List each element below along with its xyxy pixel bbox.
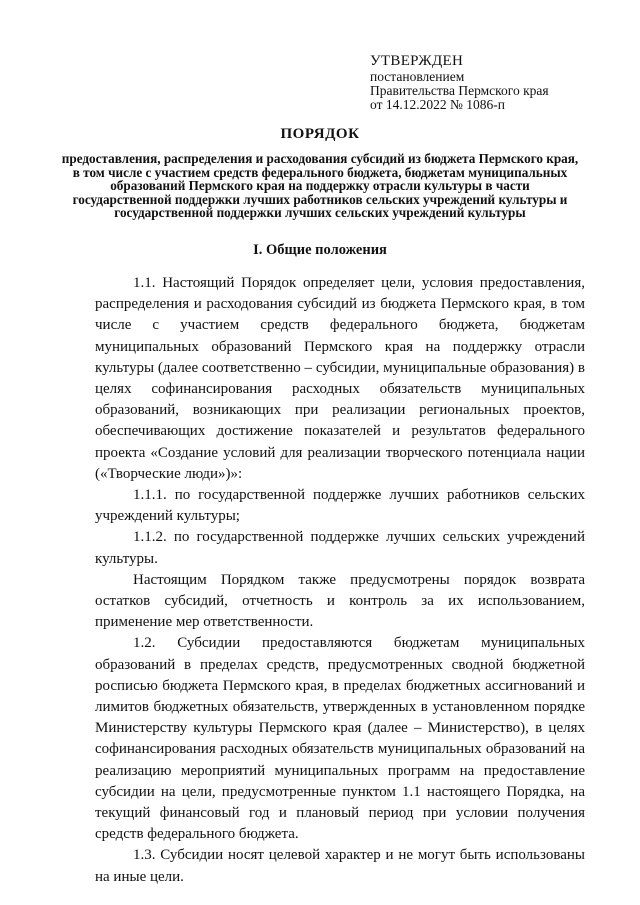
document-title: ПОРЯДОК	[280, 126, 360, 142]
paragraph-1-3: 1.3. Субсидии носят целевой характер и не могут быть использованы на иные цели.	[95, 847, 585, 885]
paragraph-1-1: 1.1. Настоящий Порядок определяет цели, условия предоставления, распределения и расходования субсидий из бюджета Пермского края, в том числе с участием средств федерального бюджета, бюджетам муниципальных образований Пермского края на поддержку отрасли культуры (далее соответственно – субсидии, муниципальные образования) в целях софинансирования расходных обязательств муниципальных образований, возникающих при реализации региональных проектов, обеспечивающих достижение показателей и результатов федерального проекта «Создание условий для реализации творческого потенциала нации («Творческие люди»)»:	[95, 275, 585, 482]
approval-stamp	[370, 53, 549, 112]
paragraph-1-1-1: 1.1.1. по государственной поддержке лучших работников сельских учреждений культуры;	[95, 487, 585, 525]
approval-line-3: от 14.12.2022 № 1086-п	[370, 97, 505, 112]
section-heading: I. Общие положения	[253, 242, 387, 258]
approval-line-2: Правительства Пермского края	[370, 83, 549, 98]
paragraph-return-remainders: Настоящим Порядком также предусмотрены порядок возврата остатков субсидий, отчетность и контроль за их использованием, применение мер ответственности.	[95, 571, 585, 631]
document-body	[95, 273, 585, 888]
document-subtitle: предоставления, распределения и расходования субсидий из бюджета Пермского края, в том числе с участием средств федерального бюджета, бюджетам муниципальных образований Пермского края на поддержку отрасли культуры в части государственной поддержки лучших работников сельских учреждений культуры и государственной поддержки лучших сельских учреждений культуры	[61, 151, 579, 220]
approval-title: УТВЕРЖДЕН	[370, 53, 464, 69]
approval-line-1: постановлением	[370, 69, 465, 84]
paragraph-1-1-2: 1.1.2. по государственной поддержке лучших сельских учреждений культуры.	[95, 529, 585, 567]
paragraph-1-2: 1.2. Субсидии предоставляются бюджетам муниципальных образований в пределах средств, предусмотренных сводной бюджетной росписью бюджета Пермского края, в пределах бюджетных ассигнований и лимитов бюджетных обязательств, утвержденных в установленном порядке Министерству культуры Пермского края (далее – Министерство), в целях софинансирования расходных обязательств муниципальных образований на реализацию мероприятий муниципальных программ на предоставление субсидии на цели, предусмотренные пунктом 1.1 настоящего Порядка, на текущий финансовый год и плановый период при условии получения средств федерального бюджета.	[95, 635, 585, 843]
